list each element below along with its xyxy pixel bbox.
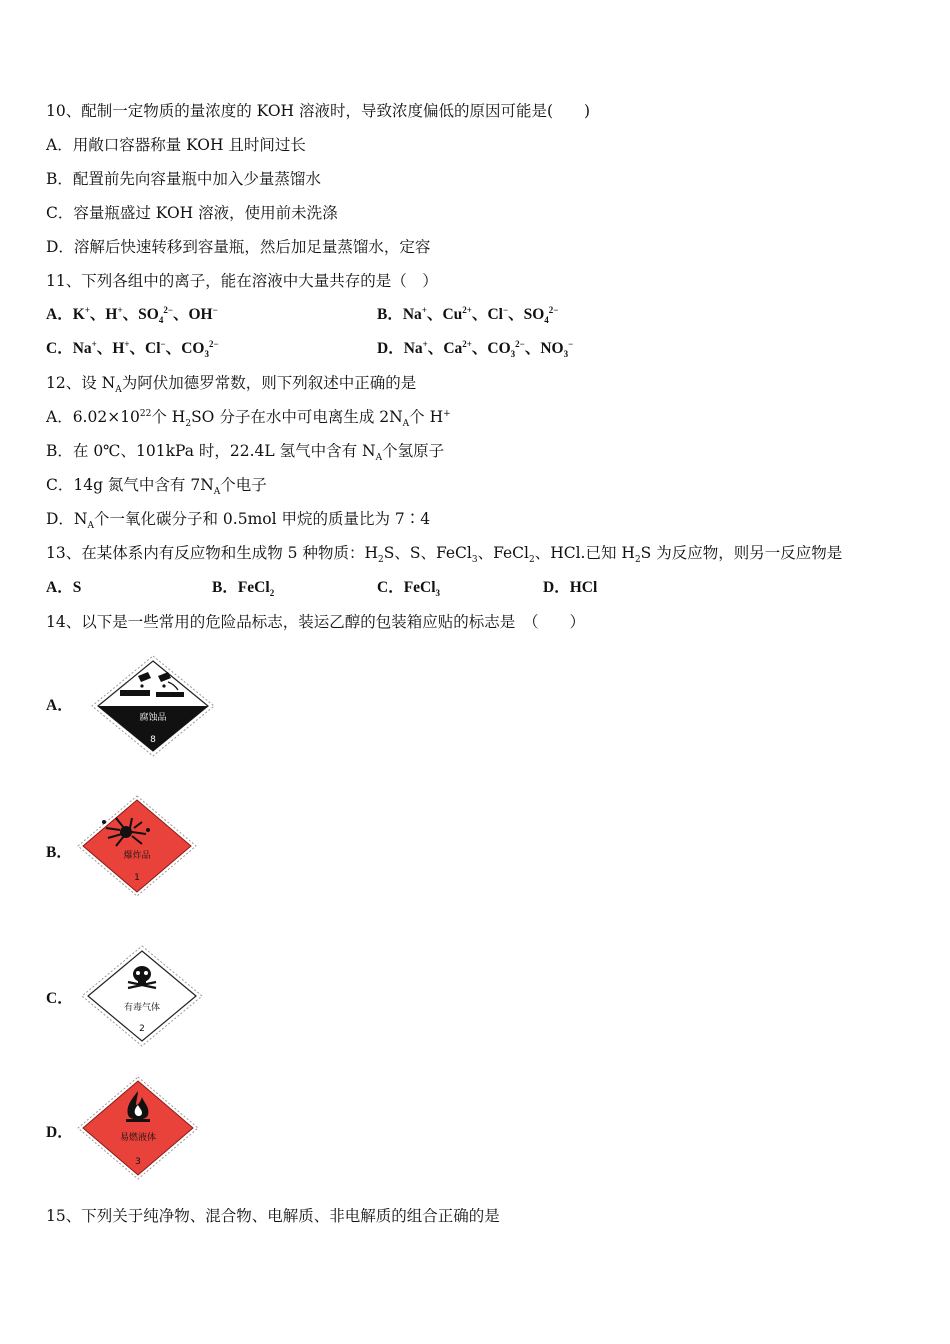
q13-option-c: C．FeCl$_3$	[377, 579, 441, 599]
q10-option-d: D．溶解后快速转移到容量瓶，然后加足量蒸馏水，定容	[46, 238, 431, 256]
corrosive-sign-number: 8	[150, 735, 156, 745]
explosive-sign-number: 1	[134, 873, 140, 883]
flammable-liquid-sign-icon	[76, 1075, 200, 1181]
toxic-gas-sign-icon	[80, 944, 204, 1048]
toxic-gas-sign-number: 2	[139, 1024, 145, 1034]
q12-option-d: D．$N_A$个一氧化碳分子和 0.5mol 甲烷的质量比为 7∶4	[46, 510, 431, 532]
flammable-liquid-sign-number: 3	[135, 1157, 141, 1167]
q11-stem: 11、下列各组中的离子，能在溶液中大量共存的是（ ）	[46, 272, 438, 290]
corrosive-sign-icon	[90, 654, 216, 758]
q14-option-c-label: C．	[46, 990, 73, 1007]
q15-stem: 15、下列关于纯净物、混合物、电解质、非电解质的组合正确的是	[46, 1207, 500, 1225]
q14-option-a-label: A．	[46, 697, 73, 714]
q10-option-c: C．容量瓶盛过 KOH 溶液，使用前未洗涤	[46, 204, 338, 222]
toxic-gas-sign-text: 有毒气体	[123, 1003, 161, 1013]
explosive-sign-icon	[76, 794, 198, 898]
q14-option-d-label: D．	[46, 1124, 73, 1141]
q10-option-a: A．用敞口容器称量 KOH 且时间过长	[46, 136, 306, 154]
q10-option-b: B．配置前先向容量瓶中加入少量蒸馏水	[46, 170, 321, 188]
q14-stem: 14、以下是一些常用的危险品标志，装运乙醇的包装箱应贴的标志是 （ ）	[46, 613, 585, 631]
q14-option-b-label: B．	[46, 844, 72, 861]
q13-option-a: A．S	[46, 579, 82, 596]
q11-option-b: B．Na+、$Cu^{2+}$、Cl−、$SO_4^{2-}$	[377, 304, 559, 326]
corrosive-sign-text: 腐蚀品	[139, 713, 167, 723]
q12-option-a: A．$6.02\times 10^{22}$个 $H_2SO$ 分子在水中可电离生成 $2N_A$个 H+	[46, 408, 451, 430]
q13-option-d: D．HCl	[543, 579, 598, 596]
q13-stem: 13、在某体系内有反应物和生成物 5 种物质：$H_2S$、S、FeCl$_3$、FeCl$_2$、HCl.已知 $H_2S$ 为反应物，则另一反应物是	[46, 544, 843, 566]
q12-option-b: B．在 0℃、101kPa 时，22.4L 氢气中含有 $N_A$个氢原子	[46, 442, 445, 464]
q11-option-d: D．Na+、$Ca^{2+}$、$CO_3^{2-}$、$NO_3^-$	[377, 338, 574, 360]
explosive-sign-text: 爆炸品	[123, 851, 151, 861]
flammable-liquid-sign-text: 易燃液体	[119, 1133, 157, 1143]
q11-option-a: A．K+、H+、$SO_4^{2-}$、OH−	[46, 304, 218, 326]
q11-option-c: C．Na+、H+、Cl−、$CO_3^{2-}$	[46, 338, 219, 360]
q12-stem: 12、设 $N_A$为阿伏加德罗常数，则下列叙述中正确的是	[46, 374, 417, 396]
q10-stem: 10、配制一定物质的量浓度的 KOH 溶液时，导致浓度偏低的原因可能是( )	[46, 102, 591, 120]
q13-option-b: B．FeCl$_2$	[212, 579, 275, 599]
q12-option-c: C．14g 氮气中含有 $7N_A$个电子	[46, 476, 267, 498]
